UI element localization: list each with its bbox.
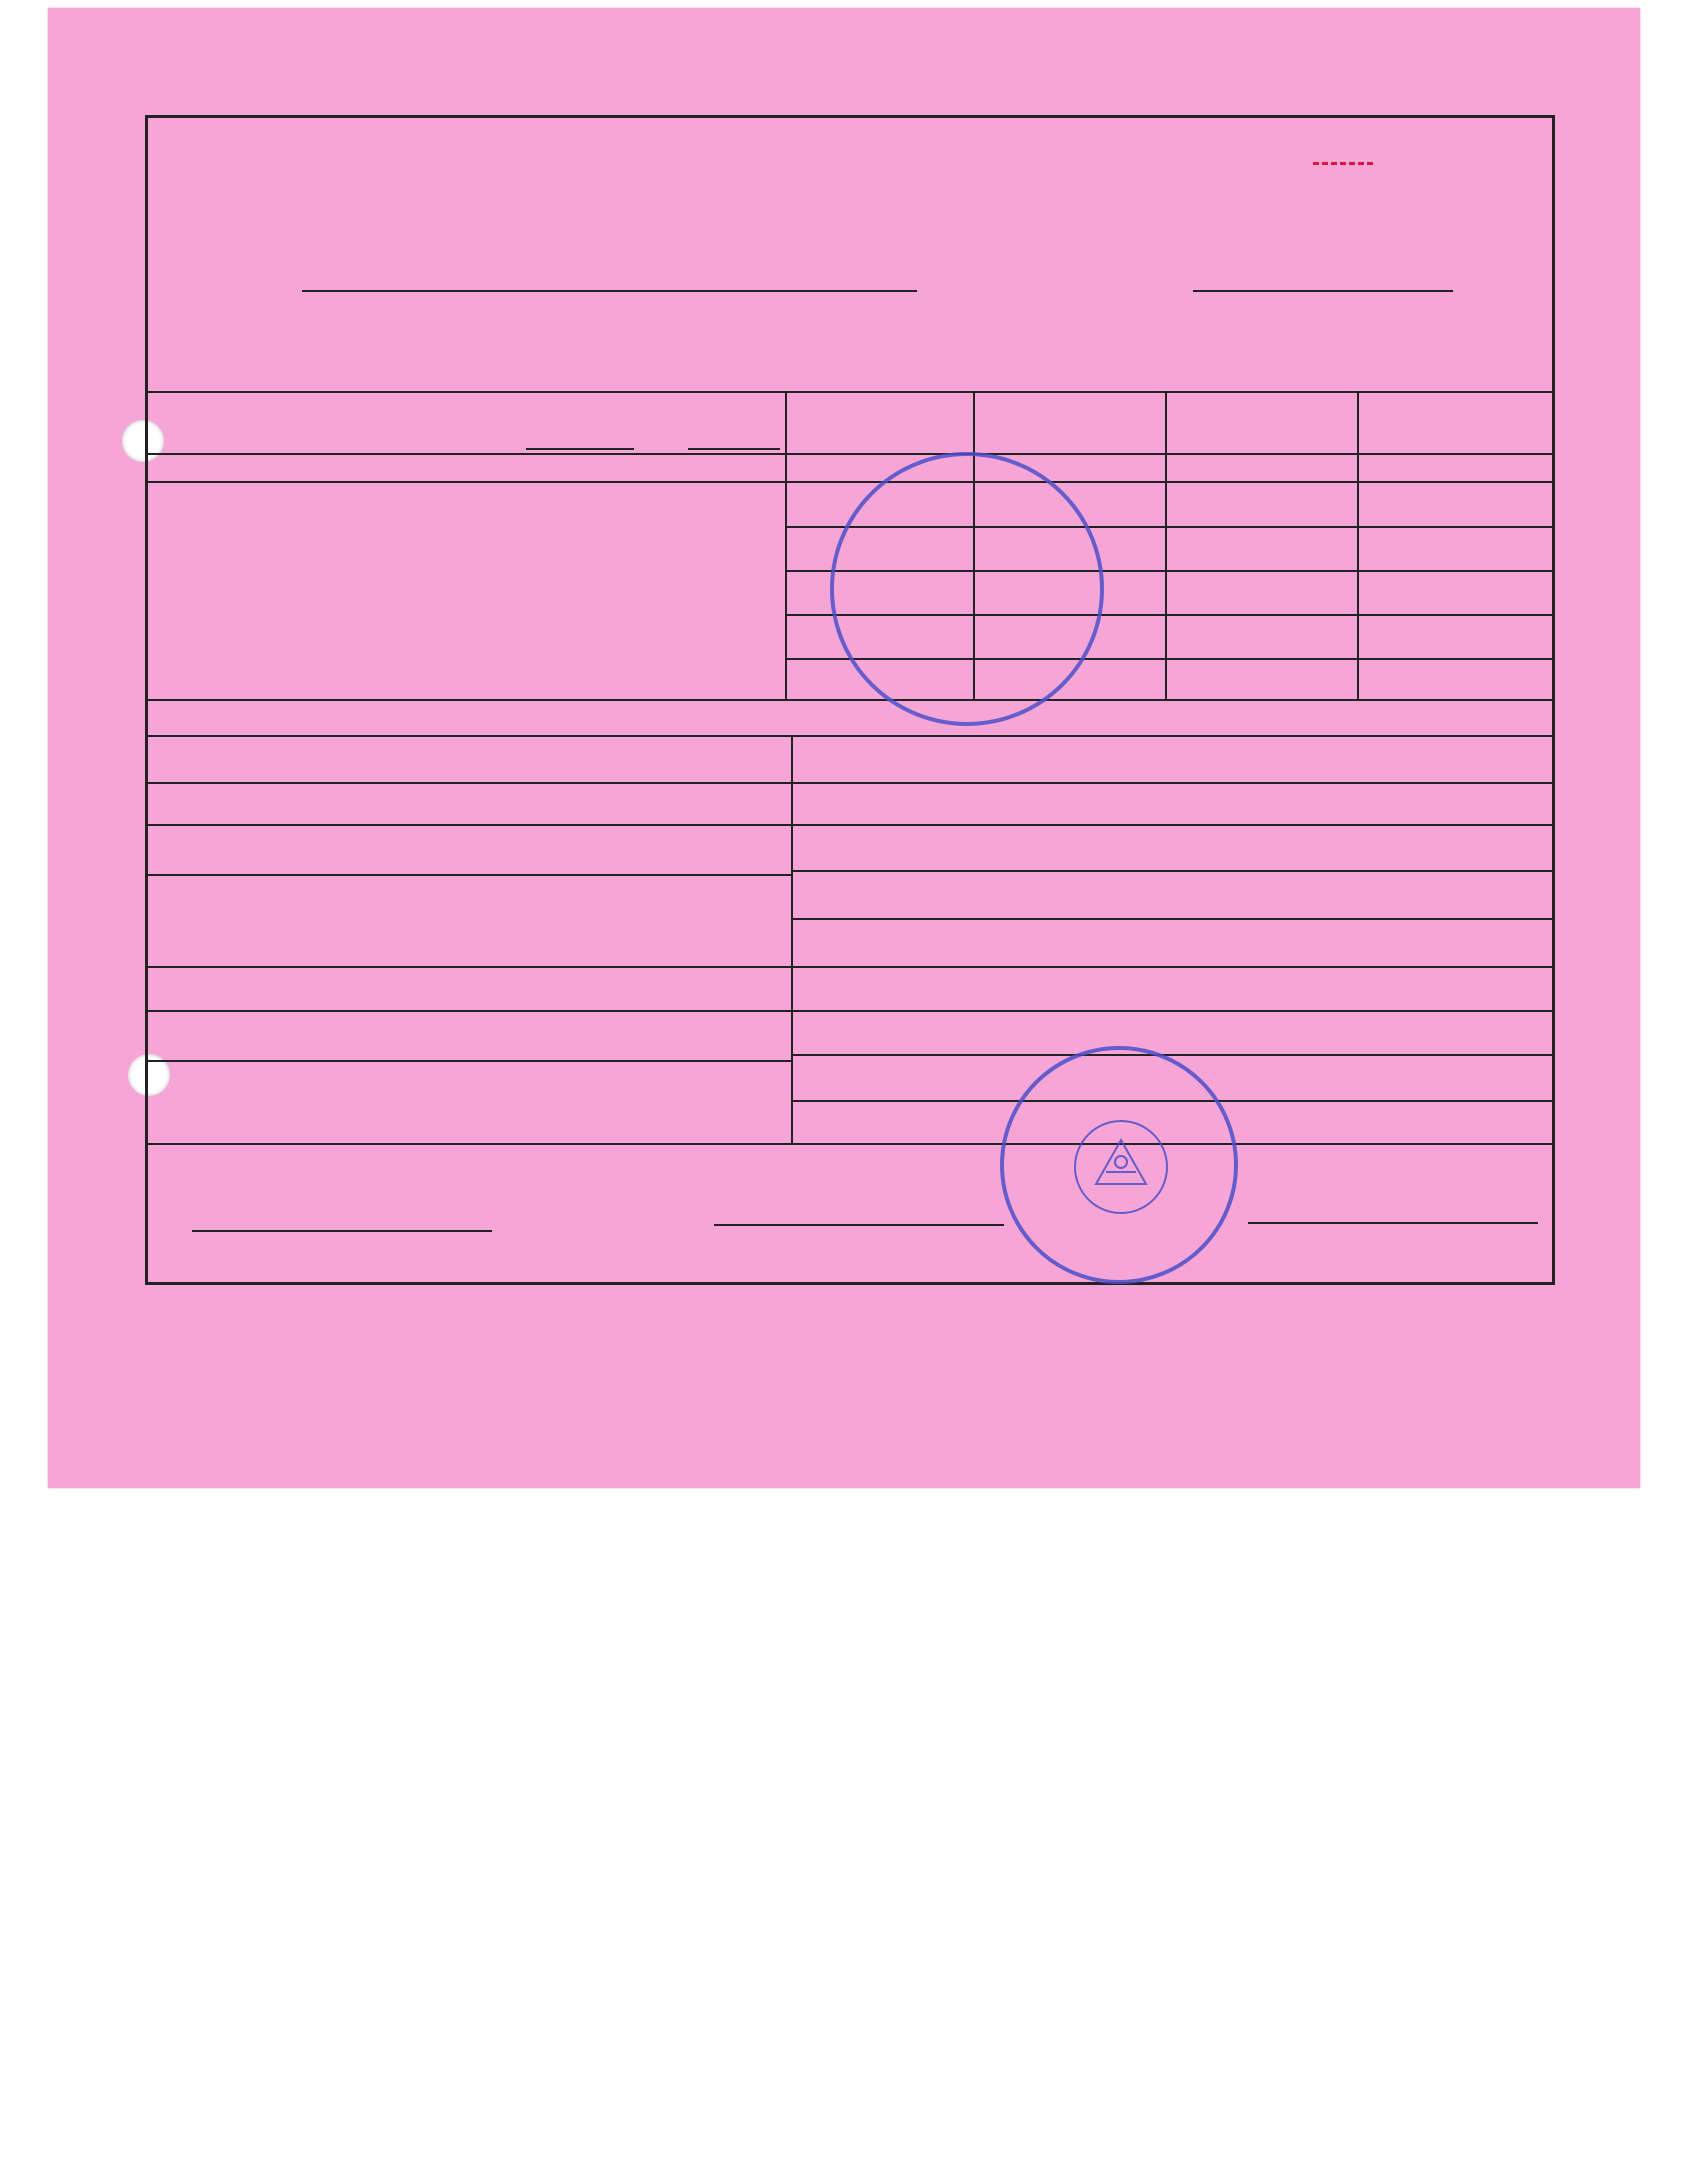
section-divider	[791, 735, 793, 1143]
coat-of-arms-icon	[1076, 1122, 1166, 1212]
obs-line	[791, 1054, 1552, 1056]
cancelado-stamp	[830, 452, 1104, 726]
rule	[148, 1060, 791, 1062]
rule	[148, 1010, 791, 1012]
col-divider	[785, 391, 787, 699]
rule	[148, 1143, 1552, 1145]
col-divider	[1357, 391, 1359, 699]
rule	[148, 824, 791, 826]
obs-line	[791, 824, 1552, 826]
obs-line	[791, 966, 1552, 968]
obs-line	[791, 918, 1552, 920]
day-grid	[148, 481, 785, 699]
obs-line	[791, 1010, 1552, 1012]
jefe-line	[1248, 1222, 1538, 1224]
municipal-seal	[1000, 1046, 1238, 1284]
cobrador-line	[192, 1230, 492, 1232]
rule	[148, 391, 1552, 393]
obs-line	[791, 782, 1552, 784]
rule	[148, 966, 791, 968]
rule	[148, 782, 791, 784]
arrendatario-line	[302, 290, 917, 292]
rule	[148, 699, 1552, 701]
mes-line	[526, 448, 634, 450]
col-divider	[1165, 391, 1167, 699]
encargado-line	[714, 1224, 1004, 1226]
rule	[148, 453, 1552, 455]
seal-emblem-icon	[1074, 1120, 1168, 1214]
number-dash	[1313, 162, 1373, 167]
rule	[148, 735, 1552, 737]
receipt-frame	[145, 115, 1555, 1285]
obs-line	[791, 870, 1552, 872]
saldo-line	[1193, 290, 1453, 292]
rule	[148, 874, 791, 876]
anio-line	[688, 448, 780, 450]
